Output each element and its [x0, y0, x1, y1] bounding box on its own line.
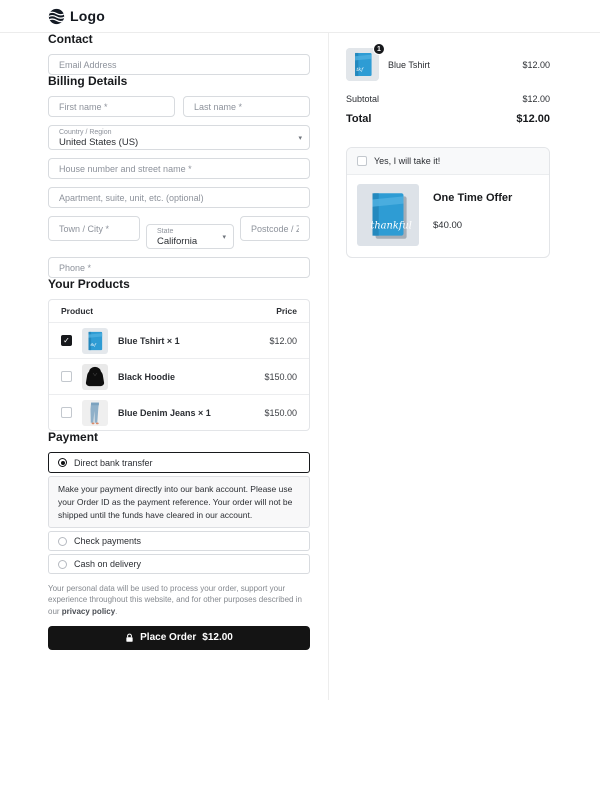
blue-tshirt-image — [82, 328, 108, 354]
payment-method-label: Cash on delivery — [74, 559, 142, 570]
products-table-header — [49, 300, 309, 322]
offer-title: One Time Offer — [433, 192, 513, 204]
product-name: Blue Denim Jeans × 1 — [118, 407, 211, 418]
subtotal-value: $12.00 — [522, 94, 550, 104]
payment-method-label: Check payments — [74, 536, 142, 547]
header — [0, 0, 600, 33]
payment-method-check[interactable] — [48, 531, 310, 551]
privacy-notice — [48, 583, 310, 617]
table-row — [49, 322, 309, 358]
email-input[interactable] — [48, 54, 310, 75]
apartment-input[interactable] — [48, 187, 310, 208]
state-select-label: State — [157, 228, 174, 235]
chevron-down-icon: ▾ — [222, 233, 226, 241]
logo-icon — [48, 8, 65, 25]
order-summary — [346, 33, 550, 700]
place-order-button[interactable] — [48, 626, 310, 650]
one-time-offer-card — [346, 147, 550, 258]
logo-label: Logo — [70, 8, 106, 24]
last-name-input[interactable] — [183, 96, 310, 117]
product-checkbox[interactable] — [61, 407, 72, 418]
chevron-down-icon: ▾ — [298, 134, 302, 142]
blue-jeans-image — [82, 400, 108, 426]
checkout-form — [48, 33, 310, 700]
billing-heading: Billing Details — [48, 74, 128, 88]
offer-product-image — [357, 184, 419, 246]
phone-input[interactable] — [48, 257, 310, 278]
radio-selected-icon[interactable] — [58, 458, 67, 467]
summary-item-price: $12.00 — [522, 59, 550, 70]
radio-icon[interactable] — [58, 560, 67, 569]
offer-checkbox[interactable] — [357, 156, 367, 166]
column-divider — [328, 33, 329, 700]
radio-icon[interactable] — [58, 537, 67, 546]
place-order-label: Place Order — [140, 632, 197, 644]
bank-transfer-description: Make your payment directly into our bank account. Please use your Order ID as the payment reference. Your order will not be shipped until the funds have cleared in our account. — [48, 476, 310, 528]
offer-body — [347, 175, 549, 257]
offer-shirt-text: thankful — [370, 220, 412, 232]
total-row — [346, 113, 550, 125]
product-price: $150.00 — [264, 407, 297, 418]
privacy-text: . — [115, 606, 118, 616]
city-input[interactable] — [48, 216, 140, 241]
products-heading: Your Products — [48, 277, 130, 291]
total-value: $12.00 — [516, 113, 550, 125]
state-select[interactable] — [146, 224, 234, 249]
table-row — [49, 358, 309, 394]
subtotal-row — [346, 94, 550, 104]
payment-method-bank-transfer[interactable] — [48, 452, 310, 473]
payment-method-cash[interactable] — [48, 554, 310, 574]
subtotal-label: Subtotal — [346, 94, 380, 104]
summary-item-name: Blue Tshirt — [388, 59, 430, 70]
svg-text:tkf: tkf — [90, 341, 96, 347]
column-product: Product — [61, 306, 94, 316]
privacy-text: Your personal data will be used to process your order, support your experience throughout this website, and for other purposes described in our — [48, 584, 302, 616]
privacy-policy-link[interactable]: privacy policy — [61, 606, 116, 616]
country-select-value: United States (US) — [59, 137, 139, 148]
blue-tshirt-image — [346, 45, 381, 81]
table-row — [49, 394, 309, 430]
products-table — [48, 299, 310, 431]
place-order-amount: $12.00 — [202, 632, 233, 644]
offer-price: $40.00 — [433, 220, 463, 231]
product-price: $150.00 — [264, 371, 297, 382]
total-label: Total — [346, 113, 372, 125]
logo — [48, 8, 105, 25]
product-checkbox[interactable] — [61, 371, 72, 382]
svg-text:tkf: tkf — [356, 67, 364, 74]
offer-info — [433, 184, 512, 246]
contact-heading: Contact — [48, 32, 93, 46]
product-price: $12.00 — [269, 335, 297, 346]
postcode-input[interactable] — [240, 216, 310, 241]
lock-icon — [125, 633, 134, 643]
state-select-value: California — [157, 236, 198, 247]
black-hoodie-image — [82, 364, 108, 390]
payment-heading: Payment — [48, 430, 99, 444]
product-name: Blue Tshirt × 1 — [118, 335, 180, 346]
street-address-input[interactable] — [48, 158, 310, 179]
first-name-input[interactable] — [48, 96, 175, 117]
offer-checkbox-label: Yes, I will take it! — [374, 156, 441, 166]
quantity-badge: 1 — [373, 43, 385, 55]
country-select-label: Country / Region — [59, 129, 112, 136]
country-select[interactable] — [48, 125, 310, 150]
payment-method-label: Direct bank transfer — [74, 457, 153, 468]
product-name: Black Hoodie — [118, 371, 176, 382]
product-checkbox[interactable]: ✓ — [61, 335, 72, 346]
summary-item — [346, 45, 550, 81]
offer-header[interactable] — [347, 148, 549, 175]
column-price: Price — [276, 306, 297, 316]
